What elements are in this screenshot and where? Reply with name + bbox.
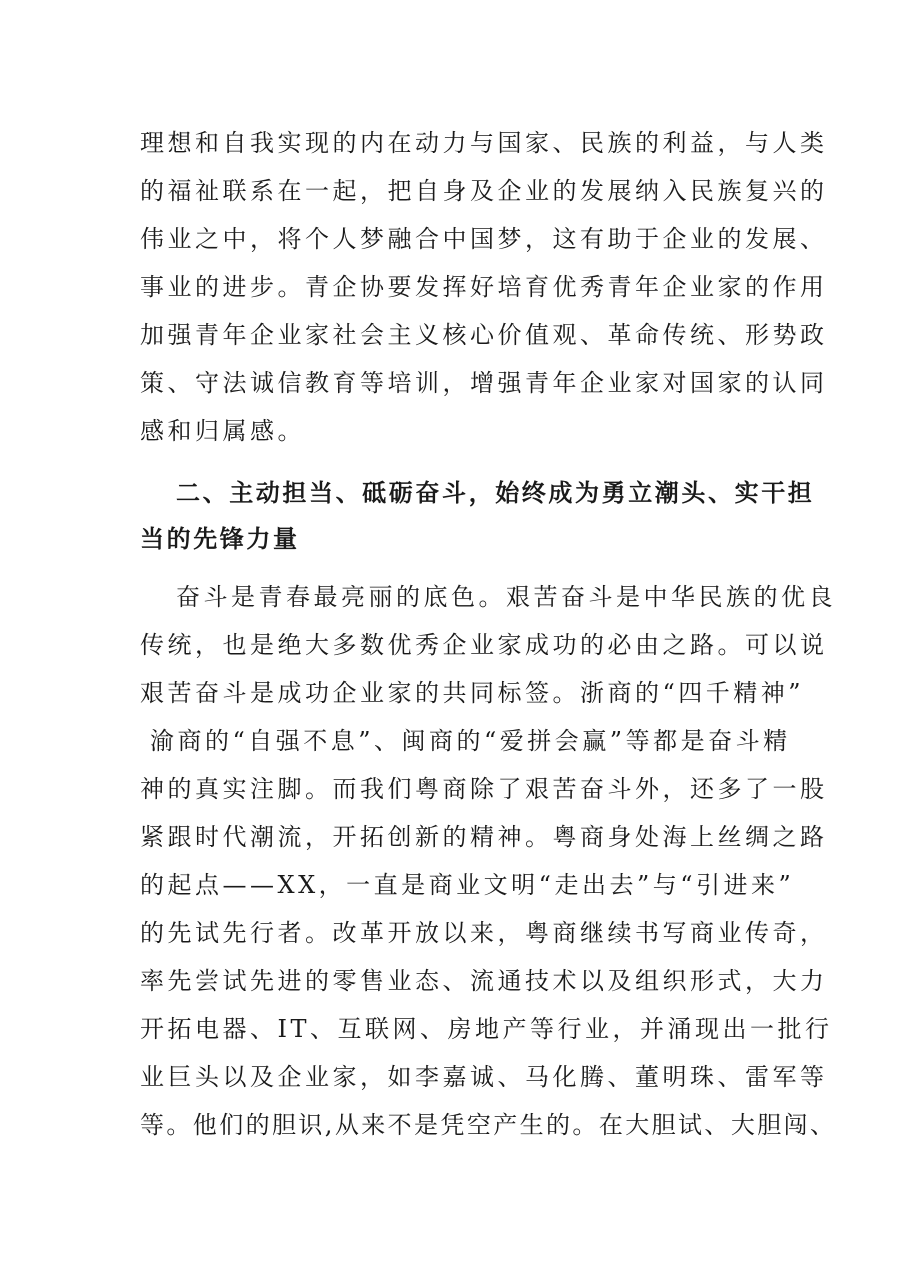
paragraph-2-line-8: 的先试先行者。改革开放以来，粤商继续书写商业传奇， bbox=[140, 919, 828, 947]
paragraph-1-line-6: 策、守法诚信教育等培训，增强青年企业家对国家的认同 bbox=[140, 369, 828, 397]
paragraph-2-line-11: 业巨头以及企业家，如李嘉诚、马化腾、董明珠、雷军等 bbox=[140, 1063, 828, 1091]
paragraph-1-line-1: 理想和自我实现的内在动力与国家、民族的利益，与人类 bbox=[140, 129, 828, 157]
paragraph-1-line-5: 加强青年企业家社会主义核心价值观、革命传统、形势政 bbox=[140, 321, 828, 349]
paragraph-2-line-12: 等。他们的胆识,从来不是凭空产生的。在大胆试、大胆闯、 bbox=[140, 1111, 837, 1139]
section-heading-line-2: 当的先锋力量 bbox=[140, 525, 300, 553]
paragraph-2-line-7: 的起点——XX，一直是商业文明“走出去”与“引进来” bbox=[140, 871, 795, 899]
paragraph-1-line-4: 事业的进步。青企协要发挥好培育优秀青年企业家的作用 bbox=[140, 273, 828, 301]
paragraph-2-line-3: 艰苦奋斗是成功企业家的共同标签。浙商的“四千精神” bbox=[140, 679, 805, 707]
paragraph-1-line-7: 感和归属感。 bbox=[140, 417, 305, 445]
paragraph-2-line-6: 紧跟时代潮流，开拓创新的精神。粤商身处海上丝绸之路 bbox=[140, 823, 828, 851]
paragraph-2-line-2: 传统，也是绝大多数优秀企业家成功的必由之路。可以说 bbox=[140, 631, 828, 659]
paragraph-2-line-1: 奋斗是青春最亮丽的底色。艰苦奋斗是中华民族的优良 bbox=[176, 583, 836, 611]
paragraph-2-line-9: 率先尝试先进的零售业态、流通技术以及组织形式，大力 bbox=[140, 967, 828, 995]
paragraph-2-line-5: 神的真实注脚。而我们粤商除了艰苦奋斗外，还多了一股 bbox=[140, 775, 828, 803]
paragraph-2-line-4: 渝商的“自强不息”、闽商的“爱拼会赢”等都是奋斗精 bbox=[150, 727, 791, 755]
paragraph-2-line-10: 开拓电器、IT、互联网、房地产等行业，并涌现出一批行 bbox=[140, 1015, 833, 1043]
paragraph-1-line-2: 的福祉联系在一起，把自身及企业的发展纳入民族复兴的 bbox=[140, 177, 828, 205]
paragraph-1-line-3: 伟业之中，将个人梦融合中国梦，这有助于企业的发展、 bbox=[140, 225, 828, 253]
section-heading-line-1: 二、主动担当、砥砺奋斗，始终成为勇立潮头、实干担 bbox=[176, 479, 815, 507]
